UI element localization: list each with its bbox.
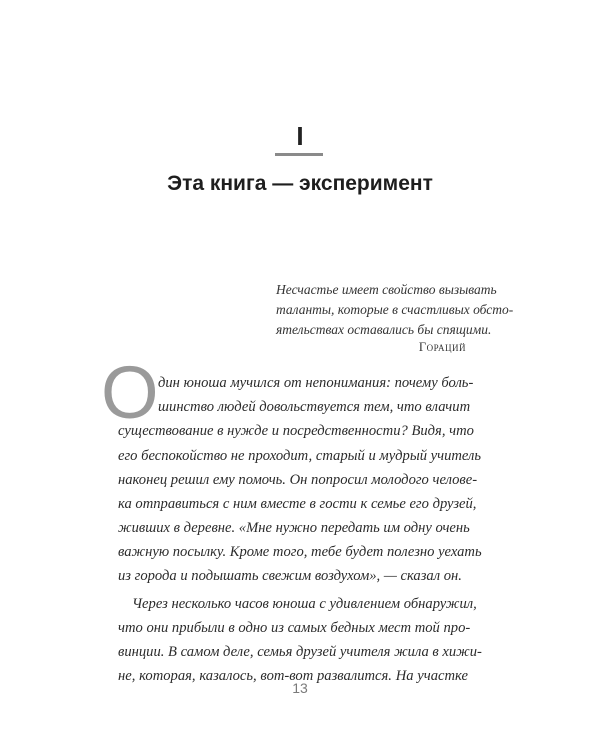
body-line: винции. В самом деле, семья друзей учителя жила в хижи- — [118, 644, 482, 660]
epigraph — [276, 280, 514, 340]
chapter-divider — [275, 153, 323, 156]
chapter-number: I — [296, 121, 304, 151]
epigraph-author: Гораций — [418, 340, 466, 354]
chapter-title: Эта книга — эксперимент — [167, 172, 433, 195]
epigraph-line: Несчастье имеет свойство вызывать — [276, 282, 497, 297]
body-line: ка отправиться с ним вместе в гости к семье его друзей, — [118, 496, 477, 512]
body-line: из города и подышать свежим воздухом», — сказал он. — [118, 568, 462, 584]
epigraph-line: таланты, которые в счастливых обсто- — [276, 302, 514, 317]
body-line: его беспокойство не проходит, старый и мудрый учитель — [118, 448, 482, 464]
body-line: Через несколько часов юноша с удивлением обнаружил, — [132, 596, 477, 612]
body-line: существование в нужде и посредственности? Видя, что — [118, 423, 474, 439]
page-number: 13 — [292, 680, 308, 696]
drop-cap: О — [101, 351, 159, 434]
body-line: что они прибыли в одно из самых бедных мест той про- — [118, 620, 471, 636]
epigraph-line: ятельствах оставались бы спящими. — [276, 322, 492, 337]
body-line: дин юноша мучился от непонимания: почему боль- — [158, 375, 474, 391]
body-line: живших в деревне. «Мне нужно передать им одну очень — [118, 520, 470, 536]
body-line: шинство людей довольствуется тем, что влачит — [158, 399, 471, 415]
body-line: наконец решил ему помочь. Он попросил молодого челове- — [118, 472, 478, 488]
body-line: не, которая, казалось, вот-вот развалится. На участке — [118, 668, 468, 684]
body-line: важную посылку. Кроме того, тебе будет полезно уехать — [118, 544, 482, 560]
